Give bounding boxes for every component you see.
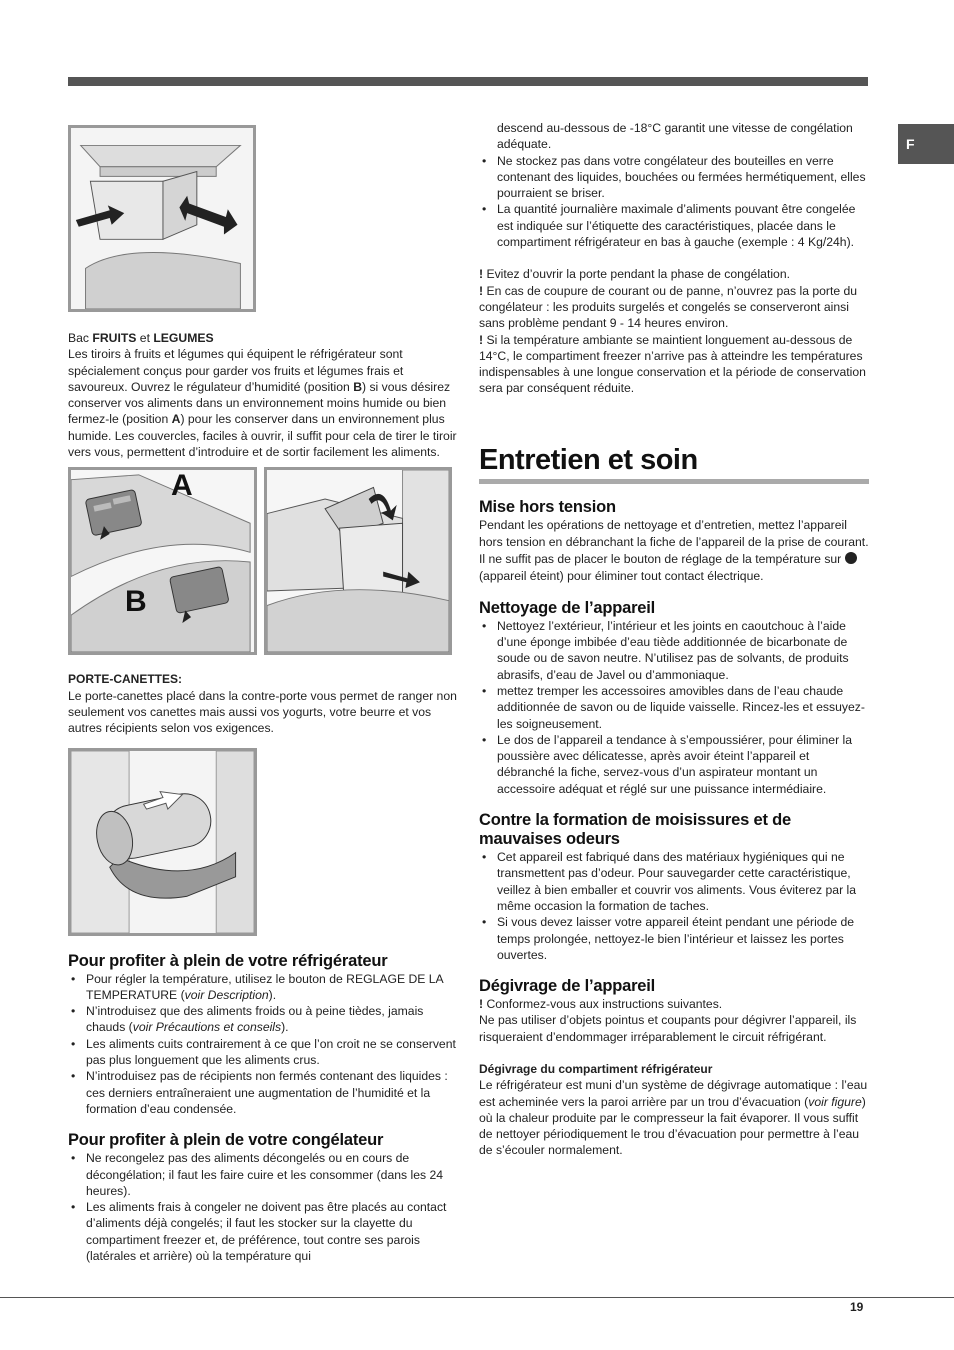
- fridge-section-title: Pour profiter à plein de votre réfrigérateur: [68, 951, 388, 970]
- right-column: [479, 120, 869, 1159]
- defrost-text: Ne pas utiliser d’objets pointus et coupants pour dégivrer l’appareil, ils risqueraient d’endommager irréparablement le circuit réfrigérant.: [479, 1013, 857, 1044]
- warning-item: ! En cas de coupure de courant ou de panne, n’ouvrez pas la porte du congélateur : les produits surgelés et congelés se conserveront ainsi sans problème pendant 9 - 14 heures environ.: [479, 283, 858, 331]
- list-item: • Les aliments frais à congeler ne doivent pas être placés au contact d’aliments déjà congelés; il faut les stocker sur la clayette du compartiment freezer et, de préférence, tout contre ses parois (latérales et arrière) où la température qui: [68, 1199, 458, 1264]
- header-rule: [68, 77, 868, 86]
- list-item: • N’introduisez que des aliments froids ou à peine tièdes, jamais chauds (voir Précautions et conseils).: [68, 1003, 458, 1036]
- power-off-title: Mise hors tension: [479, 497, 616, 516]
- defrost-title: Dégivrage de l’appareil: [479, 977, 656, 996]
- drawer-lid-illustration: [264, 467, 452, 655]
- list-item: • Ne stockez pas dans votre congélateur des bouteilles en verre contenant des liquides, bouchées ou fermées hermétiquement, elles pourraient se briser.: [479, 153, 869, 202]
- fruit-drawer-drawing: [71, 128, 253, 309]
- cleaning-list: [479, 618, 869, 797]
- left-column: [68, 125, 458, 1264]
- freezer-tips-continued: [479, 153, 869, 251]
- list-item: • mettez tremper les accessoires amovibles dans de l’eau chaude additionnée de savon ou de liquide vaisselle. Rincez-les et essuyez-les soigneusement.: [479, 683, 869, 732]
- can-holder-text: Le porte-canettes placé dans la contre-porte vous permet de ranger non seulement vos canettes mais aussi vos yogurts, votre beurre et vos autres récipients selon vos exigences.: [68, 688, 457, 736]
- power-off-text: Pendant les opérations de nettoyage et d’entretien, mettez l’appareil hors tension en débranchant la fiche de l’appareil de la prise de courant. Il ne suffit pas de placer le bouton de réglage de la température sur (appareil éteint) pour éliminer tout contact électrique.: [479, 517, 869, 583]
- fridge-tips-list: [68, 971, 458, 1118]
- can-holder-title: PORTE-CANETTES:: [68, 672, 182, 687]
- mold-list: [479, 849, 869, 963]
- mold-title: Contre la formation de moisissures et de mauvaises odeurs: [479, 811, 791, 849]
- fruit-drawer-caption: Bac FRUITS et LEGUMES: [68, 331, 214, 345]
- list-item: • Si vous devez laisser votre appareil éteint pendant une période de temps prolongée, nettoyez-le bien l’intérieur et laissez les portes ouvertes.: [479, 914, 869, 963]
- can-holder-drawing: [71, 751, 254, 933]
- warning-item: ! Si la température ambiante se maintient longuement au-dessous de 14°C, le compartiment freezer n’arrive pas à atteindre les températures indispensables à une longue conservation et la période de conservation sera par conséquent réduite.: [479, 332, 866, 396]
- language-tab: F: [898, 124, 954, 164]
- list-item: • Pour régler la température, utilisez le bouton de REGLAGE DE LA TEMPERATURE (voir Description).: [68, 971, 458, 1004]
- freezer-section-title: Pour profiter à plein de votre congélateur: [68, 1131, 384, 1150]
- fruit-drawer-illustration: [68, 125, 256, 312]
- position-a-label: A: [171, 469, 193, 503]
- list-item: • Cet appareil est fabriqué dans des matériaux hygiéniques qui ne transmettent pas d’odeur. Pour sauvegarder cette caractéristique, veillez à bien emballer et couvrir vos aliments. Vous éviterez par la même occasion la formation de taches.: [479, 849, 869, 914]
- defrost-warning: ! Conformez-vous aux instructions suivantes.: [479, 997, 723, 1012]
- freezer-warnings: [479, 266, 869, 396]
- footer-rule: [0, 1297, 954, 1298]
- cleaning-title: Nettoyage de l’appareil: [479, 598, 656, 617]
- humidity-regulator-drawing: [71, 470, 254, 652]
- humidity-figures: [68, 467, 458, 655]
- title-rule: [479, 479, 869, 484]
- off-position-icon: [845, 552, 857, 564]
- list-item: • Nettoyez l’extérieur, l’intérieur et les joints en caoutchouc à l’aide d’une éponge imbibée d’eau tiède additionnée de bicarbonate de soude ou de savon neutre. N’utilisez pas de solvants, de produits abrasifs, d’eau de Javel ou d’ammoniaque.: [479, 618, 869, 683]
- list-item: • Le dos de l’appareil a tendance à s’empoussiérer, pour éliminer la poussière avec délicatesse, après avoir éteint l’appareil et débranché la fiche, servez-vous d’un aspirateur montant un accessoire adéquat et réglé sur une puissance intermédiaire.: [479, 732, 869, 797]
- page-title: Entretien et soin: [479, 443, 698, 476]
- list-item: • Ne recongelez pas des aliments décongelés ou en cours de décongélation; il faut les faire cuire et les consommer (dans les 24 heures).: [68, 1150, 458, 1199]
- list-item: • Les aliments cuits contrairement à ce que l’on croit ne se conservent pas plus longuement que les aliments crus.: [68, 1036, 458, 1069]
- list-item: • La quantité journalière maximale d’aliments pouvant être congelée est indiquée sur l’étiquette des caractéristiques, placée dans le compartiment réfrigérateur en bas à gauche (exemple : 4 Kg/24h).: [479, 201, 869, 250]
- drawer-lid-drawing: [267, 470, 449, 652]
- can-holder-illustration: [68, 748, 257, 936]
- humidity-regulator-illustration: [68, 467, 257, 655]
- defrost-fridge-title: Dégivrage du compartiment réfrigérateur: [479, 1061, 713, 1076]
- fruit-drawer-text: Les tiroirs à fruits et légumes qui équipent le réfrigérateur sont spécialement conçus pour garder vos fruits et légumes frais et savoureux. Ouvrez le régulateur d’humidité (position B) si vous désirez conserver vos aliments dans un environnement moins humide ou bien fermez-le (position A) pour les conserver dans un environnement plus humide. Les couvercles, faciles à ouvrir, il suffit pour cela de tirer le tiroir vers vous, permettent d’introduire et de sortir facilement les aliments.: [68, 347, 457, 460]
- warning-item: ! Evitez d’ouvrir la porte pendant la phase de congélation.: [479, 267, 790, 282]
- position-b-label: B: [125, 585, 147, 619]
- freezer-continuation: descend au-dessous de -18°C garantit une vitesse de congélation adéquate.: [497, 121, 853, 152]
- list-item: • N’introduisez pas de récipients non fermés contenant des liquides : ces derniers entraîneraient une augmentation de l’humidité et la formation d’eau condensée.: [68, 1068, 458, 1117]
- freezer-tips-list: [68, 1150, 458, 1264]
- page-number: 19: [850, 1300, 864, 1314]
- defrost-fridge-text: Le réfrigérateur est muni d’un système de dégivrage automatique : l’eau est acheminée vers la paroi arrière par un trou d’évacuation (voir figure) où la chaleur produite par le compresseur la fait évaporer. Il vous suffit de nettoyer périodiquement le trou d’évacuation pour permettre à l’eau de s’écouler normalement.: [479, 1078, 868, 1158]
